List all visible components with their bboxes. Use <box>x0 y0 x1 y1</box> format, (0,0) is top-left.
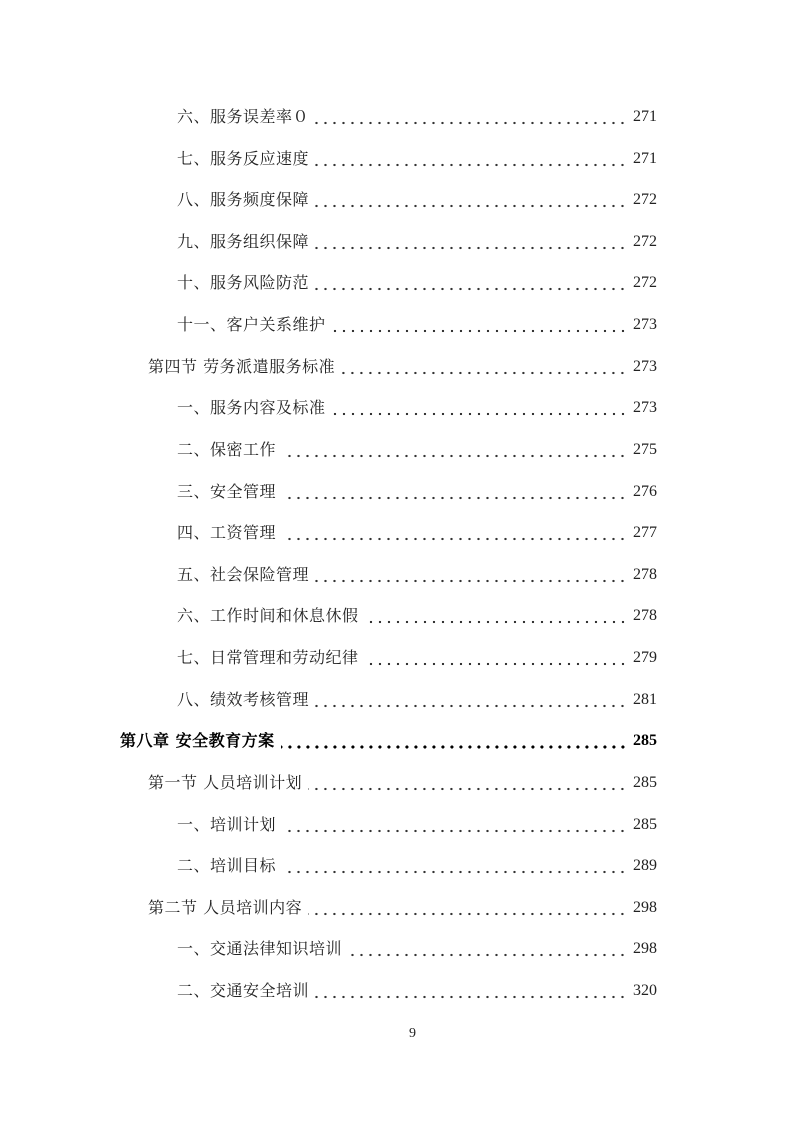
toc-entry-page: 273 <box>633 399 657 417</box>
toc-entry-page: 285 <box>633 732 657 750</box>
toc-entry-title: 第一节 人员培训计划 <box>148 772 303 792</box>
toc-entry[interactable] <box>177 637 657 679</box>
toc-entry-title: 一、培训计划 <box>177 814 277 834</box>
toc-entry-title: 六、工作时间和休息休假 <box>177 606 359 626</box>
toc-entry-title: 七、日常管理和劳动纪律 <box>177 648 359 668</box>
page-number: 9 <box>409 1026 416 1041</box>
toc-entry[interactable] <box>177 429 657 471</box>
toc-entry-page: 277 <box>633 524 657 542</box>
toc-entry[interactable] <box>177 262 657 304</box>
dot-leader <box>315 121 627 125</box>
toc-entry-page: 278 <box>633 607 657 625</box>
dot-leader <box>315 287 627 291</box>
toc-entry-title: 四、工资管理 <box>177 523 277 543</box>
dot-leader <box>282 870 627 874</box>
toc-entry[interactable] <box>177 804 657 846</box>
dot-leader <box>282 829 627 833</box>
toc-entry-title: 第八章 安全教育方案 <box>120 731 275 751</box>
toc-entry-page: 298 <box>633 898 657 916</box>
toc-entry[interactable] <box>177 304 657 346</box>
toc-entry[interactable] <box>177 595 657 637</box>
dot-leader <box>332 412 627 416</box>
dot-leader <box>332 329 627 333</box>
dot-leader <box>365 662 627 666</box>
dot-leader <box>308 787 627 791</box>
toc-entry[interactable] <box>177 387 657 429</box>
toc-entry-title: 二、交通安全培训 <box>177 981 310 1001</box>
dot-leader <box>315 163 627 167</box>
toc-entry[interactable] <box>177 554 657 596</box>
toc-entry-title: 三、安全管理 <box>177 481 277 501</box>
dot-leader <box>315 579 627 583</box>
toc-entry-title: 一、服务内容及标准 <box>177 398 326 418</box>
toc-entry[interactable] <box>148 887 657 929</box>
toc-entry[interactable] <box>177 221 657 263</box>
toc-entry-page: 285 <box>633 773 657 791</box>
toc-entry-page: 272 <box>633 232 657 250</box>
toc-entry[interactable] <box>177 471 657 513</box>
toc-entry-page: 272 <box>633 191 657 209</box>
toc-entry-title: 二、培训目标 <box>177 856 277 876</box>
toc-entry[interactable] <box>177 179 657 221</box>
dot-leader <box>308 912 627 916</box>
toc-entry[interactable] <box>177 512 657 554</box>
toc-entry[interactable] <box>177 970 657 1012</box>
dot-leader <box>341 371 627 375</box>
toc-entry-page: 271 <box>633 108 657 125</box>
toc-entry[interactable] <box>148 346 657 388</box>
dot-leader <box>315 204 627 208</box>
toc-entry-page: 276 <box>633 482 657 500</box>
toc-entry-title: 八、绩效考核管理 <box>177 689 310 709</box>
toc-entry-title: 十一、客户关系维护 <box>177 315 326 335</box>
toc-entry-page: 279 <box>633 649 657 667</box>
toc-entry-page: 278 <box>633 565 657 583</box>
toc-entry-page: 273 <box>633 357 657 375</box>
dot-leader <box>348 953 627 957</box>
toc-entry-page: 289 <box>633 857 657 875</box>
toc-entry-title: 二、保密工作 <box>177 439 277 459</box>
toc-entry-title: 八、服务频度保障 <box>177 190 310 210</box>
toc-entry[interactable] <box>177 679 657 721</box>
toc-entry-title: 第四节 劳务派遣服务标准 <box>148 356 336 376</box>
toc-entry-page: 271 <box>633 149 657 167</box>
toc-entry-title: 六、服务误差率０ <box>177 107 310 126</box>
toc-entry-page: 275 <box>633 440 657 458</box>
toc-entry[interactable] <box>177 96 657 138</box>
dot-leader <box>282 496 627 500</box>
toc-entry[interactable] <box>148 762 657 804</box>
toc-entry-page: 273 <box>633 316 657 334</box>
toc-entry-page: 298 <box>633 940 657 958</box>
dot-leader <box>282 537 627 541</box>
toc-entry-title: 七、服务反应速度 <box>177 148 310 168</box>
toc-entry-title: 九、服务组织保障 <box>177 231 310 251</box>
dot-leader <box>315 246 627 250</box>
toc-entry-title: 一、交通法律知识培训 <box>177 939 343 959</box>
toc-entry[interactable] <box>177 138 657 180</box>
toc-entry-page: 320 <box>633 982 657 1000</box>
dot-leader <box>282 454 627 458</box>
toc-entry[interactable] <box>120 720 657 762</box>
dot-leader <box>315 704 627 708</box>
dot-leader <box>315 995 627 999</box>
toc-entry-title: 五、社会保险管理 <box>177 564 310 584</box>
toc-entry-page: 272 <box>633 274 657 292</box>
dot-leader <box>281 745 627 749</box>
toc-entry[interactable] <box>177 845 657 887</box>
toc-entry-title: 十、服务风险防范 <box>177 273 310 293</box>
toc-entry-page: 281 <box>633 690 657 708</box>
toc-entry[interactable] <box>177 928 657 970</box>
toc-entry-title: 第二节 人员培训内容 <box>148 897 303 917</box>
toc-entry-page: 285 <box>633 815 657 833</box>
dot-leader <box>365 620 627 624</box>
